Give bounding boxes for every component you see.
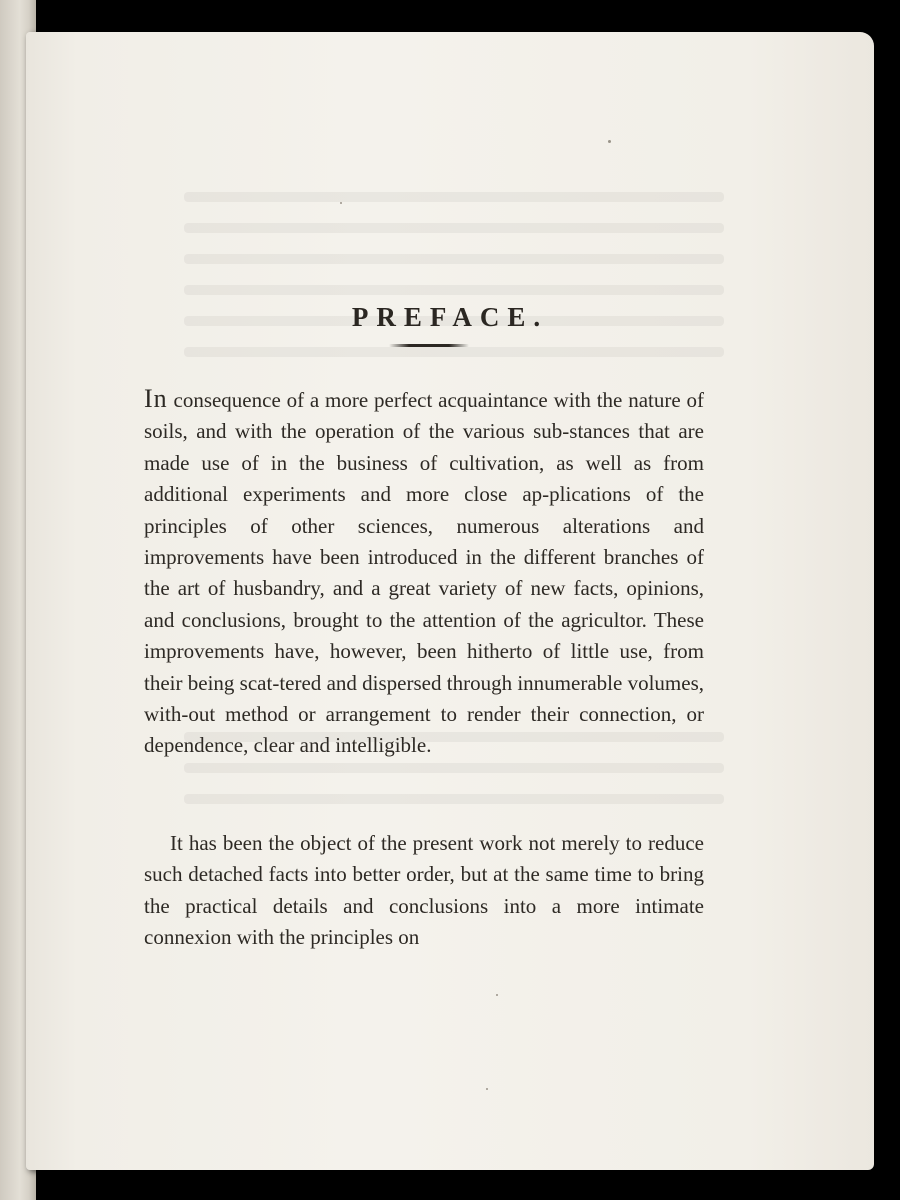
- title-rule: [389, 344, 469, 347]
- paragraph-2: It has been the object of the present work not merely to reduce such detached facts into better order, but at the same time to bring the practical details and conclusions into a more intimate connexion with the principles on: [144, 831, 704, 950]
- paragraph-1: [144, 383, 704, 762]
- paper-speck: [486, 1088, 488, 1090]
- book-page: [26, 32, 874, 1170]
- page-title: PREFACE.: [351, 302, 549, 332]
- paper-speck: [608, 140, 611, 143]
- paper-speck: [496, 994, 498, 996]
- drop-cap: In: [144, 384, 168, 413]
- paragraph-1-body: consequence of a more perfect acquaintance with the nature of soils, and with the operation of the various sub-stances that are made use of in the business of cultivation, as well as from additional experiments and more close ap-plications of the principles of other sciences, numerous alterations and improvements have been introduced in the different branches of the art of husbandry, and a great variety of new facts, opinions, and conclusions, brought to the attention of the agricultor. These improvements have, however, been hitherto of little use, from their being scat-tered and dispersed through innumerable volumes, with-out method or arrangement to render their connection, or dependence, clear and intelligible.: [144, 388, 704, 758]
- paper-speck: [340, 202, 342, 204]
